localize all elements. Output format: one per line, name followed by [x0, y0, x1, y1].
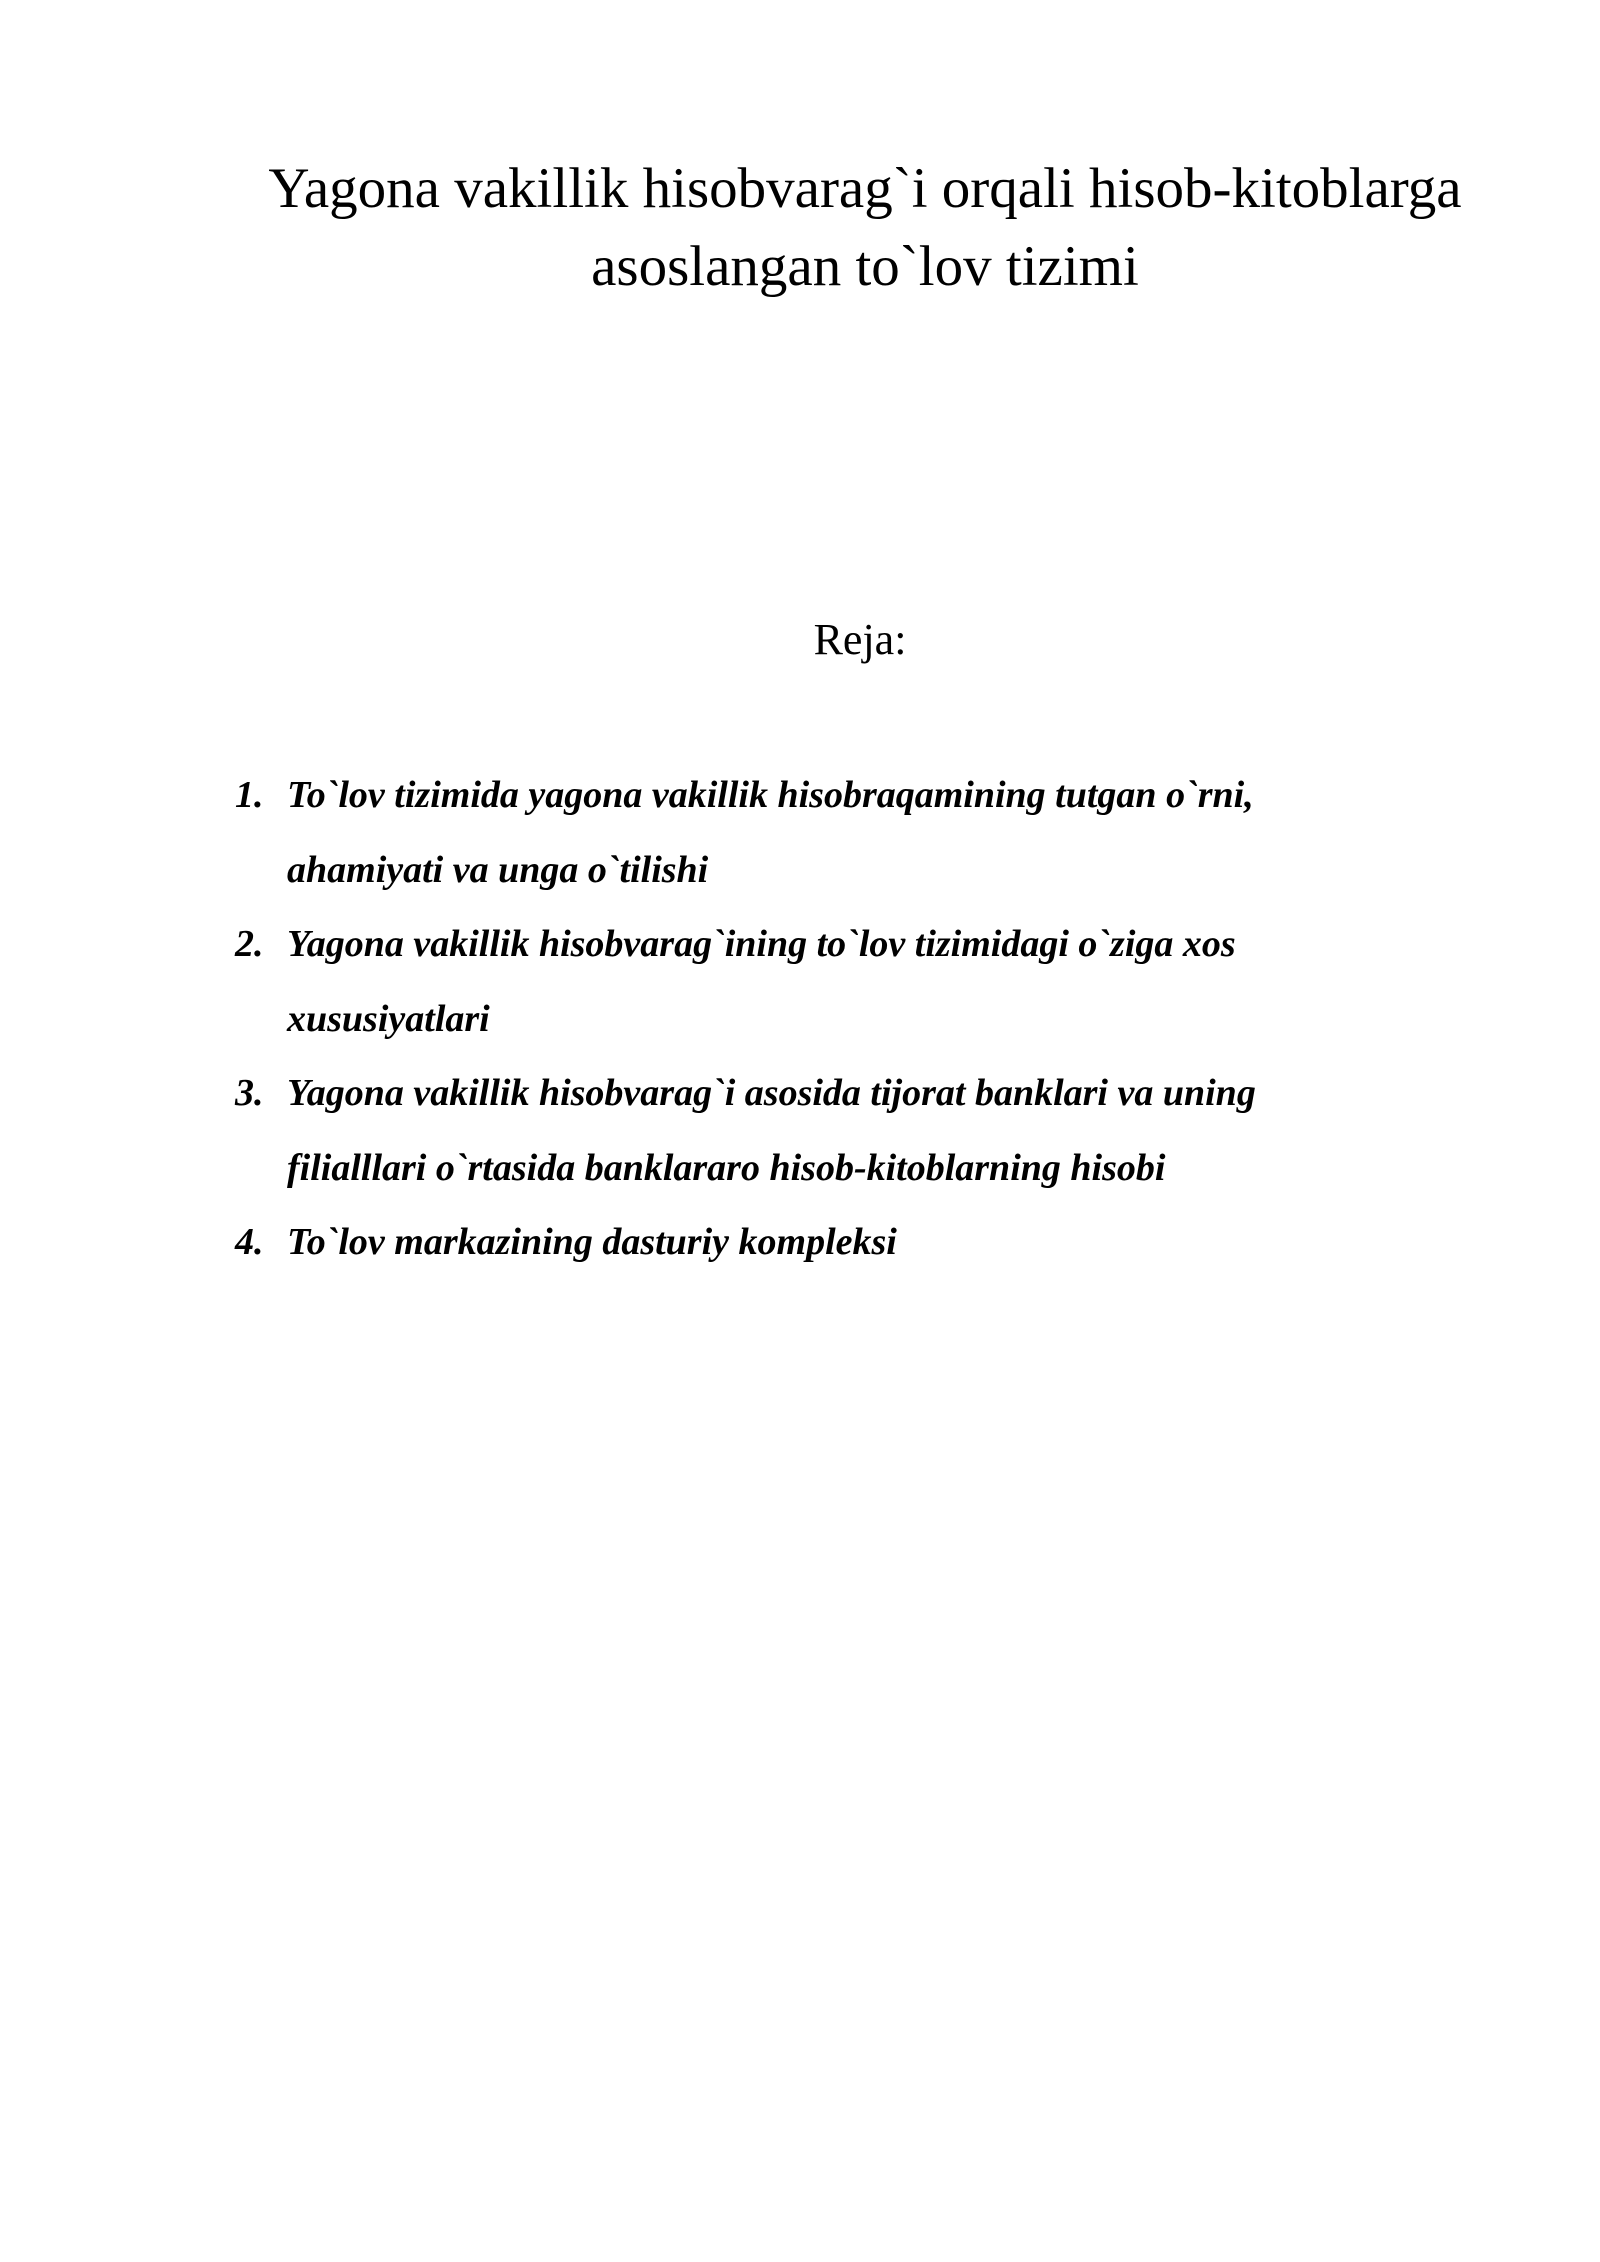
- plan-item-line: To`lov markazining dasturiy kompleksi: [287, 1221, 897, 1263]
- plan-item-line: ahamiyati va unga o`tilishi: [287, 848, 709, 891]
- plan-item-line: xususiyatlari: [287, 997, 490, 1040]
- plan-item-text: [287, 907, 1435, 1056]
- document-title: [200, 150, 1530, 306]
- plan-item-line: filialllari o`rtasida banklararo hisob-kitoblarning hisobi: [287, 1146, 1166, 1189]
- plan-item-number: 1.: [235, 774, 264, 816]
- plan-item-line: Yagona vakillik hisobvarag`ining to`lov tizimidagi o`ziga xos: [287, 923, 1236, 965]
- plan-item-text: [287, 1205, 1435, 1280]
- plan-item-2: [235, 907, 1435, 1056]
- plan-item-line: Yagona vakillik hisobvarag`i asosida tijorat banklari va uning: [287, 1072, 1256, 1114]
- plan-item-line: To`lov tizimida yagona vakillik hisobraqamining tutgan o`rni,: [287, 774, 1254, 816]
- plan-item-1: [235, 758, 1435, 907]
- plan-item-4: [235, 1205, 1435, 1280]
- plan-item-number: 4.: [235, 1221, 264, 1263]
- plan-heading: Reja:: [813, 615, 907, 664]
- plan-item-number: 3.: [235, 1072, 264, 1114]
- plan-list: [235, 758, 1435, 1280]
- plan-item-text: [287, 1056, 1435, 1205]
- plan-item-text: [287, 758, 1435, 907]
- document-title-line-2: asoslangan to`lov tizimi: [591, 235, 1139, 298]
- plan-item-number: 2.: [235, 923, 264, 965]
- document-title-line-1: Yagona vakillik hisobvarag`i orqali hisob-kitoblarga: [268, 157, 1462, 220]
- plan-item-3: [235, 1056, 1435, 1205]
